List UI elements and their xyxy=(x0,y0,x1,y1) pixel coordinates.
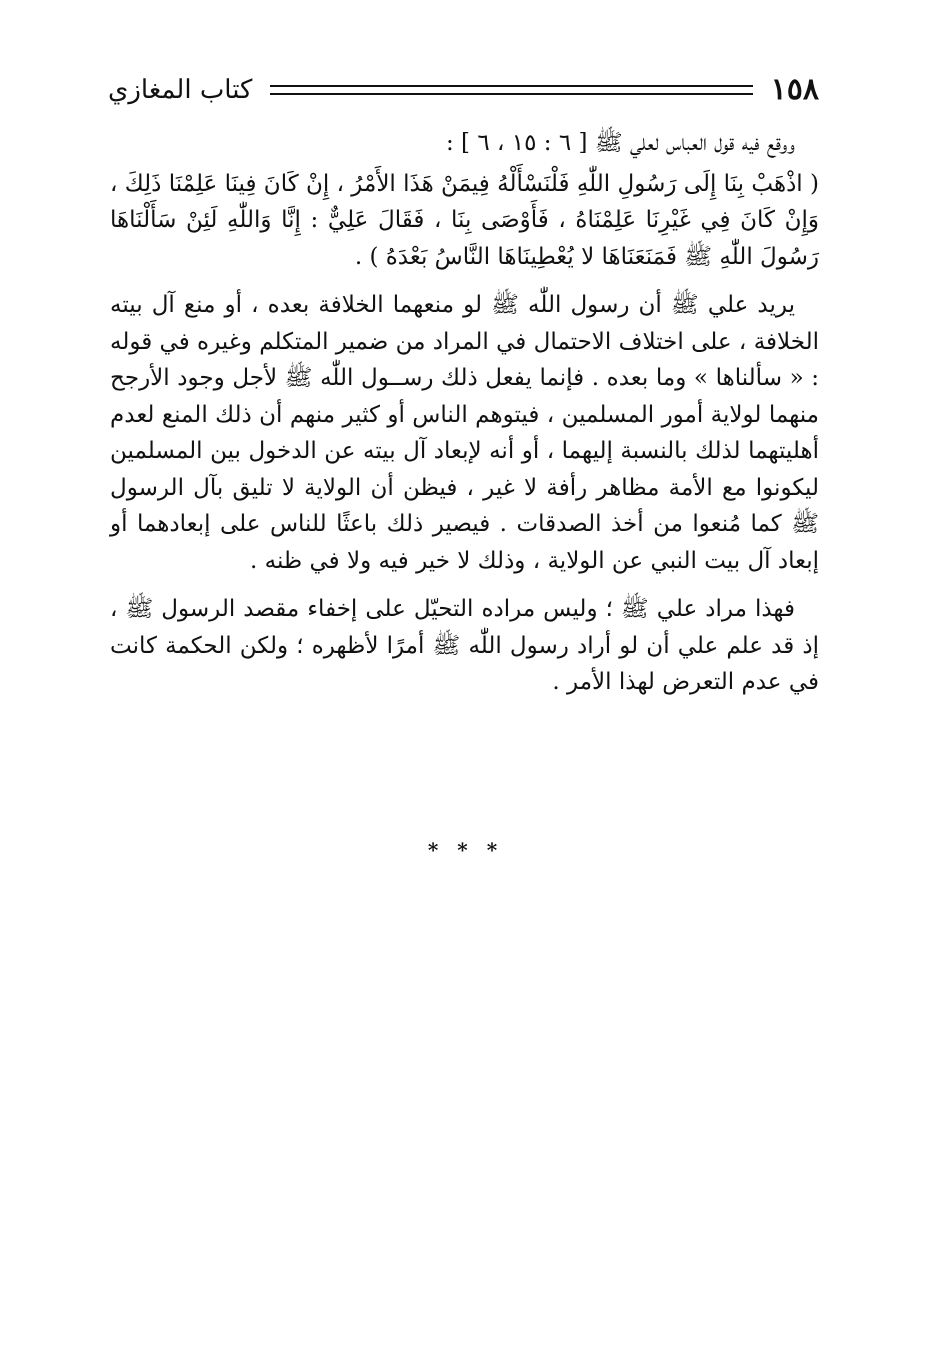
page-number: ١٥٨ xyxy=(770,72,819,107)
intro-line: ووقع فيه قول العباس لعلي ﷺ [ ٦ : ١٥ ، ٦ ] : xyxy=(446,130,795,156)
section-separator: * * * xyxy=(427,838,504,862)
running-book-title: كتاب المغازي xyxy=(108,75,253,105)
hadith-quote: ( اذْهَبْ بِنَا إِلَى رَسُولِ اللّٰهِ فَلْنَسْأَلْهُ فِيمَنْ هَذَا الأَمْرُ ، إِنْ كَانَ فِينَا عَلِمْنَا ذَلِكَ ، وَإِنْ كَانَ فِي غَيْرِنَا عَلِمْنَاهُ ، فَأَوْصَى بِنَا ، فَقَالَ عَلِيٌّ : إِنَّا وَاللّٰهِ لَئِنْ سَأَلْنَاهَا رَسُولَ اللّٰهِ ﷺ فَمَنَعَنَاهَا لا يُعْطِينَاهَا النَّاسُ بَعْدَهُ ) . xyxy=(110,170,819,270)
page-header xyxy=(108,70,819,110)
commentary-paragraph-2: فهذا مراد علي ﷺ ؛ وليس مراده التحيّل على إخفاء مقصد الرسول ﷺ ، إذ قد علم علي أن لو أراد رسول اللّٰه ﷺ أمرًا لأظهره ؛ ولكن الحكمة كانت في عدم التعرض لهذا الأمر . xyxy=(110,596,819,695)
header-double-rule xyxy=(270,85,752,95)
page-body xyxy=(110,125,819,713)
commentary-paragraph-1: يريد علي ﷺ أن رسول اللّٰه ﷺ لو منعهما الخلافة بعده ، أو منع آل بيته الخلافة ، على اختلاف الاحتمال في المراد من ضمير المتكلم وغيره في قوله : « سألناها » وما بعده . فإنما يفعل ذلك رســول اللّٰه ﷺ لأجل وجود الأرجح منهما لولاية أمور المسلمين ، فيتوهم الناس أو كثير منهم أن ذلك المنع لعدم أهليتهما لذلك بالنسبة إليهما ، أو أنه لإبعاد آل بيته عن الدخول بين المسلمين ليكونوا مع الأمة مظاهر رأفة لا غير ، فيظن أن الولاية لا تليق بآل الرسول ﷺ كما مُنعوا من أخذ الصدقات . فيصير ذلك باعثًا للناس على إبعادهما أو إبعاد آل بيت النبي عن الولاية ، وذلك لا خير فيه ولا في ظنه . xyxy=(110,292,819,574)
